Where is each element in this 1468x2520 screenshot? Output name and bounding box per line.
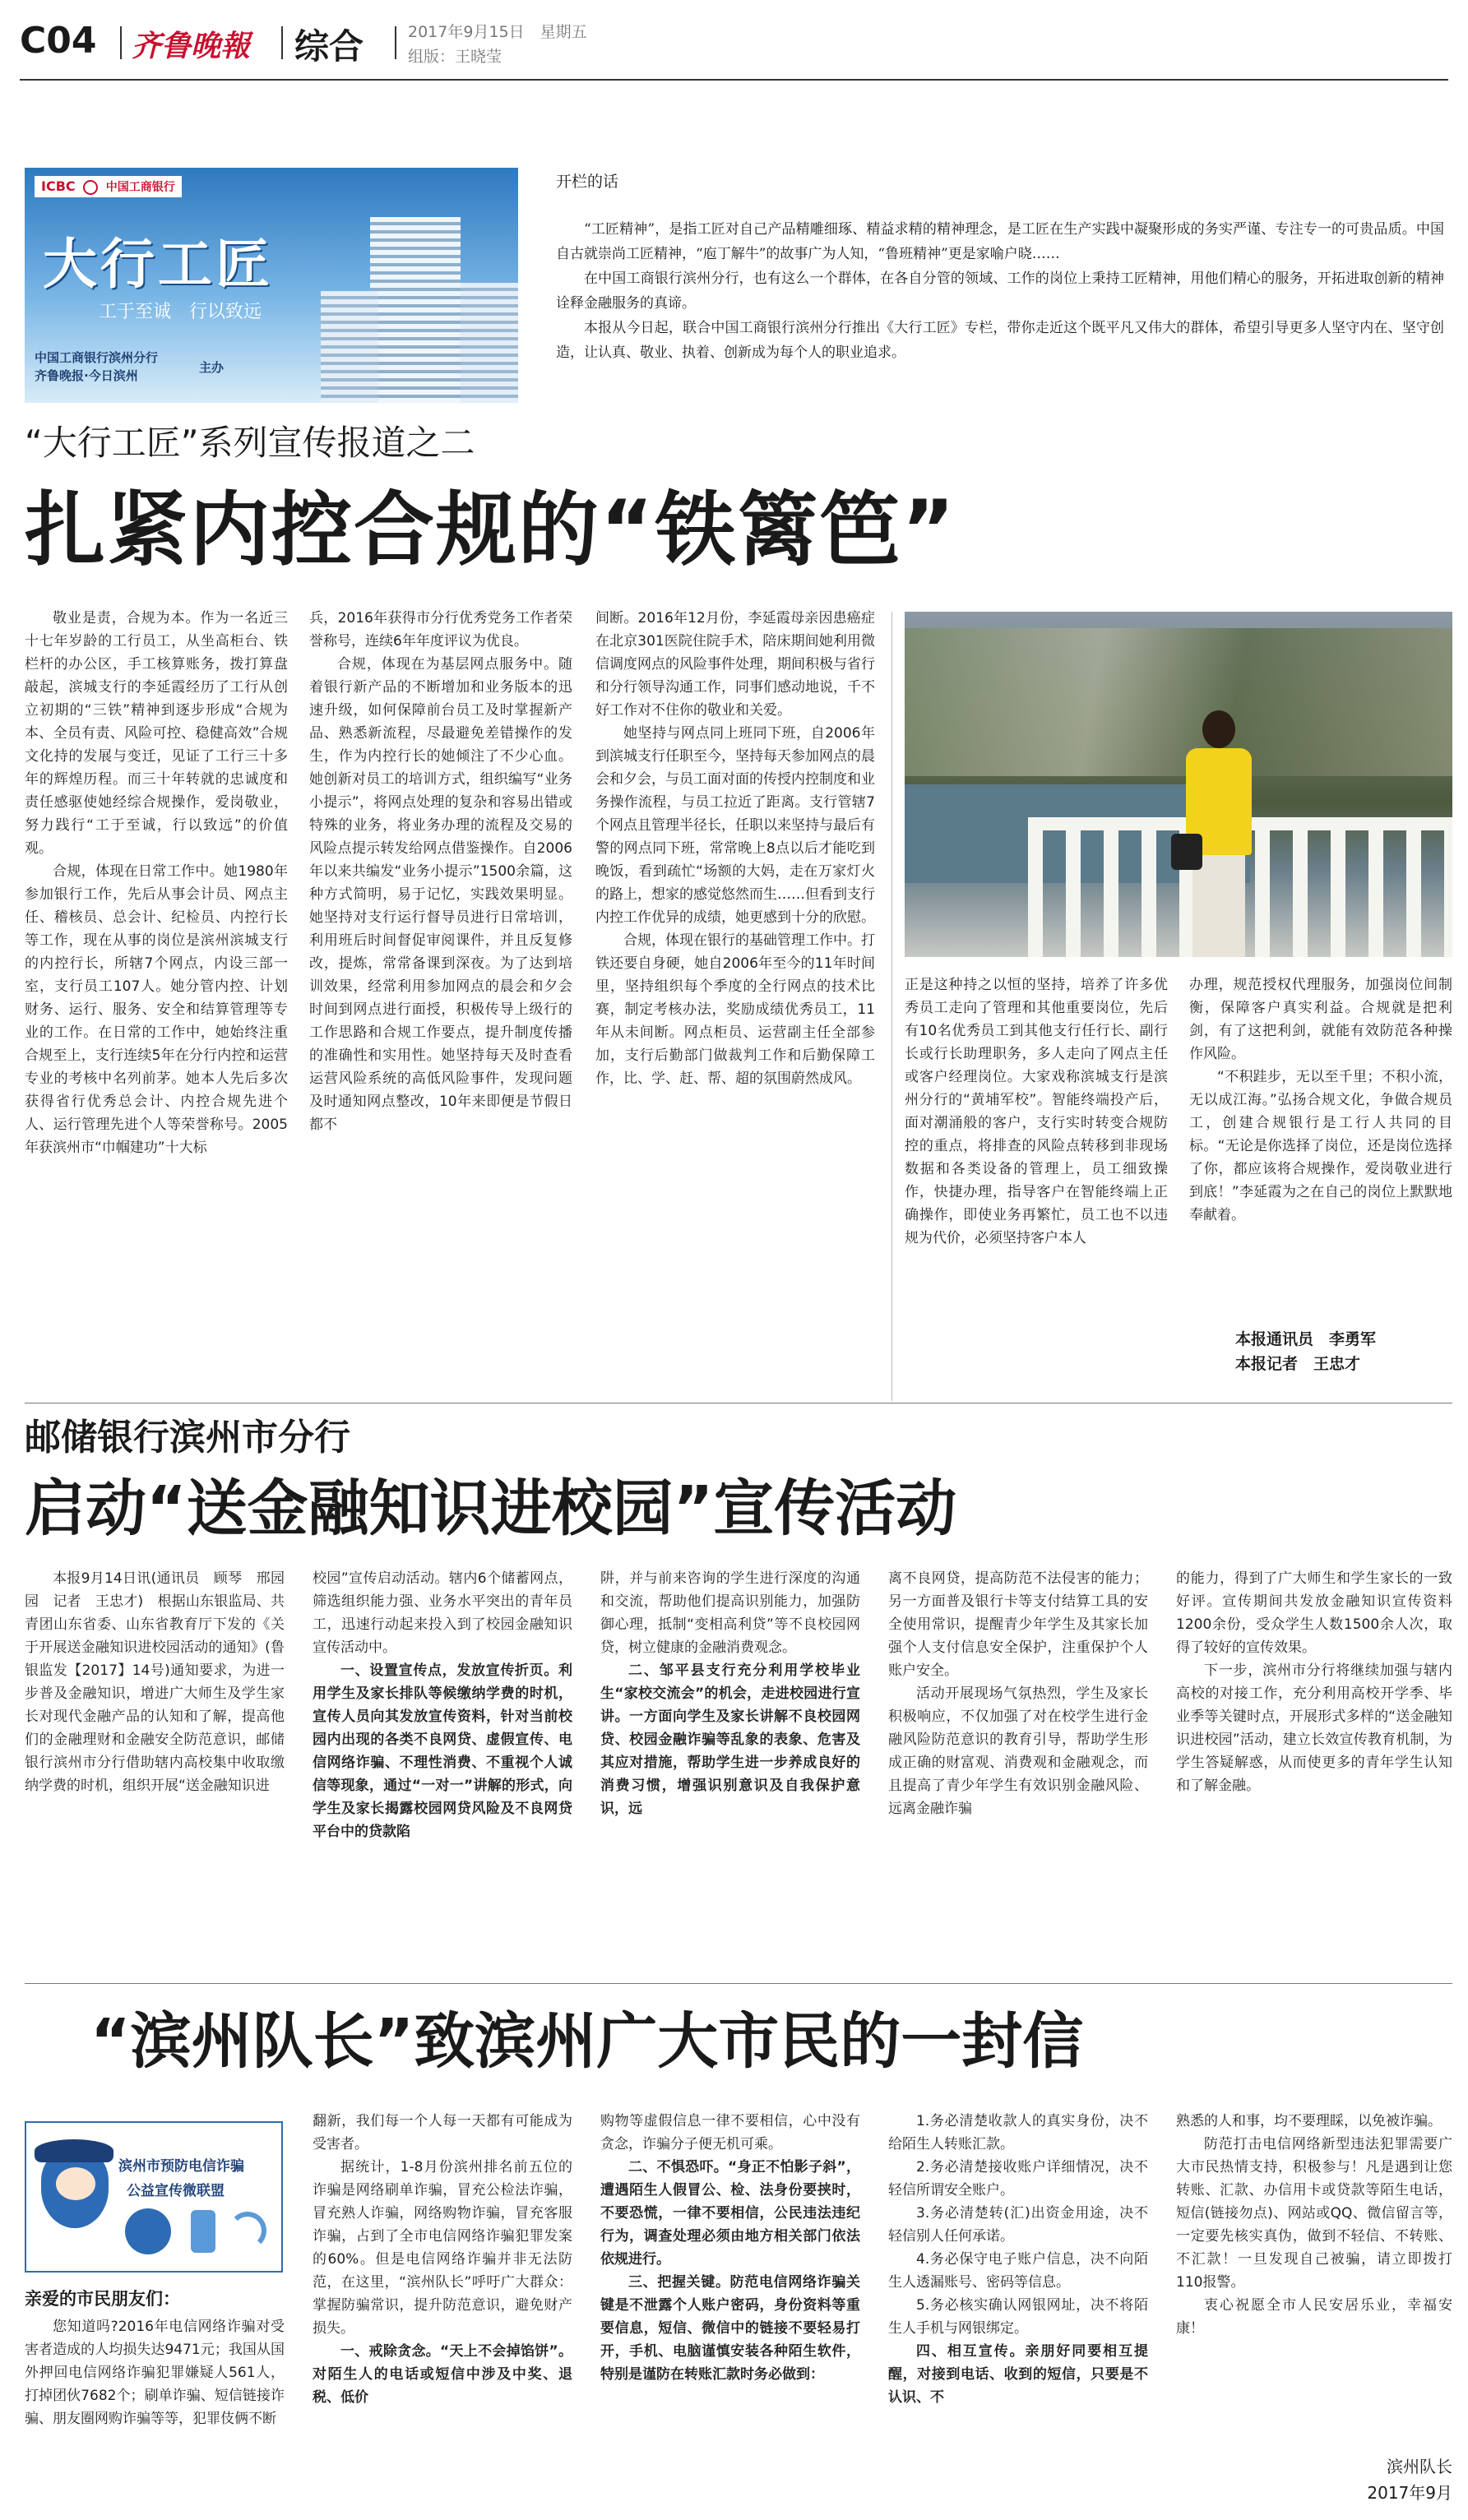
- article2-column: [313, 1567, 572, 1995]
- banner-title: 大行工匠: [43, 232, 273, 296]
- paragraph: 阱，并与前来咨询的学生进行深度的沟通和交流，帮助他们提高识别能力，加强防御心理，抵制“变相高利贷”等不良校园网贷，树立健康的金融消费观念。: [600, 1570, 860, 1656]
- paragraph: 您知道吗?2016年电信网络诈骗对受害者造成的人均损失达9471元；我国从国外押回电信网络诈骗犯罪嫌疑人561人，打掉团伙7682个；刷单诈骗、短信链接诈骗、朋友圈网购诈骗等等，犯罪伎俩不断: [25, 2319, 285, 2427]
- bank-logo-cn: 中国工商银行: [105, 181, 175, 194]
- shield-icon: [125, 2208, 171, 2254]
- paragraph: 合规，体现在为基层网点服务中。随着银行新产品的不断增加和业务版本的迅速升级，如何保障前台员工及时掌握新产品、熟悉新流程，尽最避免差错操作的发生，作为内控行长的她倾注了不少心血。她创新对员工的培训方式，组织编写“业务小提示”，将网点处理的复杂和容易出错或特殊的业务，将业务办理的流程及交易的风险点提示转发给网点借鉴操作。自2006年以来共编发“业务小提示”1500余篇，这种方式简明，易于记忆，实践效果明显。她坚持对支行运行督导员进行日常培训，利用班后时间督促审阅课件，并且反复修改，提炼，常常备课到深夜。为了达到培训效果，经常利用参加网点的晨会和夕会时间到网点进行面授，积极传导上级行的工作思路和合规工作要点，提升制度传播的准确性和实用性。她坚持每天及时查看运营风险系统的高低风险事件，发现问题及时通知网点整改，10年来即便是节假日都不: [309, 656, 572, 1133]
- paper-logo: 齐鲁晚報: [132, 29, 251, 63]
- paragraph: 三、把握关键。防范电信网络诈骗关键是不泄露个人账户密码，身份资料等重要信息，短信、微信中的链接不要轻易打开，手机、电脑谨慎安装各种陌生软件，特别是谨防在转账汇款时务必做到：: [600, 2274, 860, 2383]
- paragraph: 据统计，1-8月份滨州排名前五位的诈骗是网络刷单诈骗，冒充公检法诈骗，冒充熟人诈骗，网络购物诈骗，冒充客服诈骗，占到了全市电信网络诈骗犯罪发案的60%。但是电信网络诈骗并非无法防范，在这里，“滨州队长”呼吁广大群众：掌握防骗常识，提升防范意识，避免财产损失。: [313, 2159, 572, 2337]
- phone-icon: [191, 2210, 215, 2253]
- paragraph: 合规，体现在日常工作中。她1980年参加银行工作，先后从事会计员、网点主任、稽核员、总会计、纪检员、内控行长等工作，现在从事的岗位是滨州滨城支行的内控行长，所辖7个网点，内设三部一室，支行员工107人。她分管内控、计划财务、运行、服务、安全和结算管理等专业的工作。在日常的工作中，她始终注重合规至上，支行连续5年在分行内控和运营专业的考核中名列前茅。她本人先后多次获得省行优秀总会计、内控合规先进个人、运行管理先进个人等荣誉称号。2005年获滨州市“巾帼建功”十大标: [25, 863, 288, 1156]
- paragraph: 四、相互宣传。亲朋好同要相互提醒，对接到电话、收到的短信，只要是不认识、不: [888, 2343, 1148, 2406]
- article1-column: [1189, 973, 1452, 1327]
- paragraph: 1.务必清楚收款人的真实身份，决不给陌生人转账汇款。: [888, 2113, 1148, 2152]
- paragraph: 防范打击电信网络新型违法犯罪需要广大市民热情支持，积极参与！凡是遇到让您转账、汇款、办信用卡或贷款等陌生电话，短信(链接勿点)、网站或QQ、微信留言等，一定要先核实真伪，做到不轻信、不转账、不汇款！一旦发现自己被骗，请立即拨打110报警。: [1176, 2136, 1452, 2291]
- banner-building: [370, 217, 461, 403]
- paragraph: 合规，体现在银行的基础管理工作中。打铁还要自身硬，她自2006年至今的11年时间里，坚持组织每个季度的全行网点的技术比赛，制定考核办法，奖励成绩优秀员工，11年从未间断。网点柜员、运营副主任全部参加，支行后勤部门做裁判工作和后勤保障工作，比、学、赶、帮、超的氛围蔚然成风。: [595, 932, 875, 1087]
- article2-column: [888, 1567, 1148, 1995]
- article3-column: [25, 2315, 285, 2516]
- paragraph: 正是这种持之以恒的坚持，培养了许多优秀员工走向了管理和其他重要岗位，先后有10名优秀员工到其他支行任行长、副行长或行长助理职务，多人走向了网点主任或客户经理岗位。大家戏称滨城支行是滨州分行的“黄埔军校”。智能终端投产后，面对潮涌般的客户，支行实时转变合规防控的重点，将排查的风险点转移到非现场数据和各类设备的管理上，员工细致操作，快捷办理，指导客户在智能终端上正确操作，即使业务再繁忙，员工也不以违规为代价，必须坚持客户本人: [905, 977, 1168, 1246]
- divider: [281, 26, 283, 59]
- byline-reporter: 本报记者 王忠才: [1235, 1355, 1361, 1373]
- person-pants: [1192, 855, 1245, 957]
- article3-column: [1176, 2110, 1452, 2439]
- divider: [120, 26, 122, 59]
- banner-building: [321, 291, 378, 403]
- police-face: [56, 2167, 95, 2200]
- bank-logo-en: ICBC: [41, 178, 76, 194]
- issue-date: 2017年9月15日 星期五: [408, 23, 587, 41]
- header-rule: [20, 79, 1448, 81]
- icbc-mark-icon: [83, 180, 98, 195]
- photo-person: [1179, 710, 1258, 957]
- bank-logo: [35, 176, 182, 197]
- banner-host-2: 齐鲁晚报·今日滨州: [35, 368, 138, 383]
- paragraph: 兵，2016年获得市分行优秀党务工作者荣誉称号，连续6年年度评议为优良。: [309, 610, 572, 650]
- article1-photo: [905, 612, 1452, 957]
- banner-host-1: 中国工商银行滨州分行: [35, 350, 159, 365]
- column-banner: [25, 168, 518, 403]
- article1-title: 扎紧内控合规的“铁篱笆”: [25, 483, 956, 577]
- paragraph: 二、邹平县支行充分利用学校毕业生“家校交流会”的机会，走进校园进行宣讲。一方面向学生及家长讲解不良校园网贷、校园金融诈骗等乱象的表象、危害及其应对措施，帮助学生进一步养成良好的消费习惯，增强识别意识及自我保护意识，远: [600, 1662, 860, 1817]
- intro-paragraph: “工匠精神”，是指工匠对自己产品精雕细琢、精益求精的精神理念，是工匠在生产实践中凝聚形成的务实严谨、专注专一的可贵品质。中国自古就崇尚工匠精神，“庖丁解牛”的故事广为人知，“鲁班精神”更是家喻户晓……: [556, 221, 1444, 262]
- article2-column: [25, 1567, 285, 1995]
- paragraph: “不积跬步，无以至千里；不积小流，无以成江海。”弘扬合规文化，争做合规员工，创建合规银行是工行人共同的目标。“无论是你选择了岗位，还是岗位选择了你，都应该将合规操作，爱岗敬业进行到底！”李延霞为之在自己的岗位上默默地奉献着。: [1189, 1069, 1452, 1223]
- paragraph: 4.务必保守电子账户信息，决不向陌生人透漏账号、密码等信息。: [888, 2251, 1148, 2291]
- editor-credit: 组版：王晓莹: [408, 48, 502, 66]
- antifraud-logo-line2: 公益宣传微联盟: [127, 2183, 225, 2199]
- paragraph: 办理，规范授权代理服务，加强岗位间制衡，保障客户真实利益。合规就是把利剑，有了这把利剑，就能有效防范各种操作风险。: [1189, 977, 1452, 1062]
- byline: [1235, 1327, 1376, 1376]
- paragraph: 2.务必清楚接收账户详细情况，决不轻信所谓安全账户。: [888, 2159, 1148, 2199]
- article2-column: [1176, 1567, 1452, 1995]
- article2-column: [600, 1567, 860, 1995]
- article3-title: “滨州队长”致滨州广大市民的一封信: [90, 2006, 1084, 2077]
- article3-column: [313, 2110, 572, 2516]
- intro-paragraph: 在中国工商银行滨州分行，也有这么一个群体，在各自分管的领域、工作的岗位上秉持工匠精神，用他们精心的服务，开拓进取创新的精神诠释金融服务的真谛。: [556, 270, 1444, 312]
- paragraph: 5.务必核实确认网银网址，决不将陌生人手机与网银绑定。: [888, 2297, 1148, 2337]
- paragraph: 她坚持与网点同上班同下班，自2006年到滨城支行任职至今，坚持每天参加网点的晨会和夕会，与员工面对面的传授内控制度和业务操作流程，与员工拉近了距离。支行管辖7个网点且管理半径长，任职以来坚持与最后有警的网点同下班，常常晚上8点以后才能吃到晚饭，看到疏忙“场额的大妈，走在万家灯火的路上，想家的感觉悠然而生……但看到支行内控工作优异的成绩，她更感到十分的欣慰。: [595, 725, 875, 926]
- paragraph: 3.务必清楚转(汇)出资金用途，决不轻信别人任何承诺。: [888, 2205, 1148, 2245]
- paragraph: 二、不惧恐吓。“身正不怕影子斜”，遭遇陌生人假冒公、检、法身份要挟时，不要恐慌，一律不要相信，公民违法违纪行为，调查处理必须由地方相关部门依法依规进行。: [600, 2159, 860, 2268]
- byline-correspondent: 本报通讯员 李勇军: [1235, 1330, 1377, 1348]
- paragraph: 的能力，得到了广大师生和学生家长的一致好评。宣传期间共发放金融知识宣传资料1200余份，受众学生人数1500余人次，取得了较好的宣传效果。: [1176, 1570, 1452, 1656]
- photo-cliffs: [905, 628, 1452, 776]
- paragraph: 间断。2016年12月份，李延霞母亲因患癌症在北京301医院住院手术，陪床期间她利用微信调度网点的风险事件处理，期间积极与省行和分行领导沟通工作，同事们感动地说，千不好工作对不住你的敬业和关爱。: [595, 610, 875, 719]
- masthead: [20, 8, 1451, 76]
- article1-column: [25, 607, 288, 1416]
- article3-column: [888, 2110, 1148, 2516]
- letter-signature: [1316, 2453, 1452, 2506]
- antifraud-logo-line1: 滨州市预防电信诈骗: [118, 2158, 244, 2175]
- section-name: 综合: [294, 26, 364, 67]
- paragraph: 熟悉的人和事，均不要理睬，以免被诈骗。: [1176, 2113, 1442, 2129]
- paragraph: 校园”宣传启动活动。辖内6个储蓄网点，筛选组织能力强、业务水平突出的青年员工，迅速行动起来投入到了校园金融知识宣传活动中。: [313, 1570, 572, 1656]
- banner-host: [35, 349, 158, 385]
- paragraph: 活动开展现场气氛热烈，学生及家长积极响应，不仅加强了对在校学生进行金融风险防范意识的教育引导，帮助学生形成正确的财富观、消费观和金融观念，而且提高了青少年学生有效识别金融风险、远离金融诈骗: [888, 1685, 1148, 1817]
- divider: [395, 26, 396, 59]
- paragraph: 下一步，滨州市分行将继续加强与辖内高校的对接工作，充分利用高校开学季、毕业季等关键时点，开展形式多样的“送金融知识进校园”活动，建立长效宣传教育机制，为学生答疑解惑，从而使更多的青年学生认知和了解金融。: [1176, 1662, 1452, 1794]
- intro-heading: 开栏的话: [556, 173, 619, 191]
- banner-building: [461, 283, 518, 403]
- paragraph: 衷心祝愿全市人民安居乐业，幸福安康！: [1176, 2297, 1452, 2337]
- paragraph: 离不良网贷，提高防范不法侵害的能力；另一方面普及银行卡等支付结算工具的安全使用常识，提醒青少年学生及其家长加强个人支付信息安全保护，注重保护个人账户安全。: [888, 1570, 1148, 1679]
- police-cap-icon: [35, 2139, 113, 2162]
- paragraph: 一、设置宣传点，发放宣传折页。利用学生及家长排队等候缴纳学费的时机，宣传人员向其发放宣传资料，针对当前校园内出现的各类不良网贷、虚假宣传、电信网络诈骗、不理性消费、不重视个人诚信等现象，通过“一对一”讲解的形式，向学生及家长揭露校园网贷风险及不良网贷平台中的贷款陷: [313, 1662, 572, 1840]
- paragraph: 本报9月14日讯(通讯员 顾琴 邢园园 记者 王忠才) 根据山东银监局、共青团山东省委、山东省教育厅下发的《关于开展送金融知识进校园活动的通知》(鲁银监发【2017】14号)通知要求，为进一步普及金融知识，增进广大师生及学生家长对现代金融产品的认知和了解，提高他们的金融理财和金融安全防范意识，邮储银行滨州市分行借助辖内高校集中收取缴纳学费的时机，组织开展“送金融知识进: [25, 1570, 285, 1794]
- article3-column: [600, 2110, 860, 2516]
- article2-kicker: 邮储银行滨州市分行: [25, 1417, 350, 1459]
- intro-paragraph: 本报从今日起，联合中国工商银行滨州分行推出《大行工匠》专栏，带你走近这个既平凡又伟大的群体，希望引导更多人坚守内在、坚守创造，让认真、敬业、执着、创新成为每个人的职业追求。: [556, 320, 1444, 361]
- article2-title: 启动“送金融知识进校园”宣传活动: [25, 1473, 957, 1544]
- page-number: C04: [20, 20, 97, 62]
- person-bag: [1171, 834, 1202, 870]
- paragraph: 敬业是责，合规为本。作为一名近三十七年岁龄的工行员工，从坐高柜台、铁栏杆的办公区，手工核算账务，拨打算盘敲起，滨城支行的李延霞经历了工行从创立初期的“三铁”精神到逐步形成“合规为本、全员有责、风险可控、稳健高效”合规文化持的发展与变迁，见证了工行三十多年的辉煌历程。而三十年转就的忠诚度和责任感驱使她经综合规操作，爱岗敬业，努力践行“工于至诚，行以致远”的价值观。: [25, 610, 288, 857]
- signature-name: 滨州队长: [1387, 2457, 1452, 2476]
- section-divider: [25, 1983, 1452, 1984]
- paragraph: 购物等虚假信息一律不要相信，心中没有贪念，诈骗分子便无机可乘。: [600, 2113, 860, 2152]
- wifi-icon: [229, 2212, 266, 2250]
- article1-column: [595, 607, 875, 1416]
- intro-text: [556, 217, 1444, 365]
- letter-greeting: 亲爱的市民朋友们：: [25, 2289, 180, 2309]
- paragraph: 翻新，我们每一个人每一天都有可能成为受害者。: [313, 2113, 572, 2152]
- person-head: [1202, 710, 1235, 748]
- banner-slogan: 工于至诚 行以致远: [99, 302, 262, 322]
- article1-column: [905, 973, 1168, 1404]
- banner-host-suffix: 主办: [199, 360, 225, 375]
- antifraud-logo: [25, 2121, 283, 2273]
- article1-kicker: “大行工匠”系列宣传报道之二: [25, 423, 475, 463]
- paragraph: 一、戒除贪念。“天上不会掉馅饼”。对陌生人的电话或短信中涉及中奖、退税、低价: [313, 2343, 572, 2406]
- article1-column: [309, 607, 572, 1416]
- signature-date: 2017年9月: [1367, 2483, 1452, 2503]
- column-divider: [891, 612, 892, 1401]
